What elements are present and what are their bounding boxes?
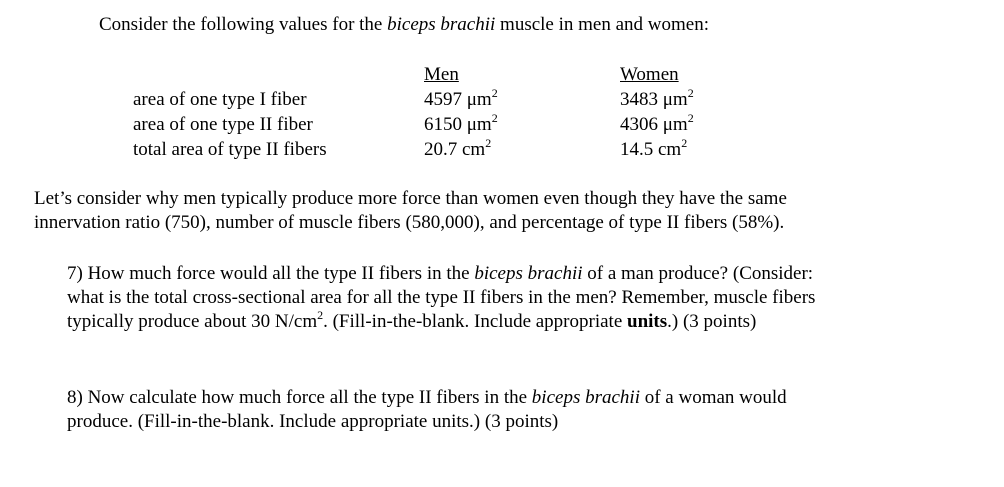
- unit-exponent: 2: [317, 307, 324, 322]
- header-women: Women: [620, 64, 679, 85]
- question-text: typically produce about 30 N/cm: [67, 311, 318, 332]
- question-emphasis: units: [627, 311, 668, 332]
- question-8: [67, 386, 947, 434]
- intro-after: muscle in men and women:: [495, 14, 710, 35]
- row-label: area of one type I fiber: [133, 89, 307, 110]
- men-value-text: 4597 μm: [424, 89, 492, 110]
- question-line: [67, 386, 947, 410]
- men-value-text: 20.7 cm: [424, 139, 486, 160]
- women-value: [620, 110, 694, 137]
- intro-sentence: [99, 13, 709, 37]
- question-line: produce. (Fill-in-the-blank. Include appropriate units.) (3 points): [67, 411, 559, 432]
- women-value: [620, 85, 694, 112]
- women-value-text: 14.5 cm: [620, 139, 682, 160]
- women-value-exponent: 2: [687, 85, 694, 100]
- paragraph-line: innervation ratio (750), number of muscle fibers (580,000), and percentage of type II fibers (58%).: [34, 212, 785, 233]
- question-muscle-name: biceps brachii: [531, 387, 640, 408]
- men-value-text: 6150 μm: [424, 114, 492, 135]
- row-label: total area of type II fibers: [133, 139, 327, 160]
- paragraph-line: Let’s consider why men typically produce more force than women even though they have the same: [34, 188, 787, 209]
- question-line: what is the total cross-sectional area for all the type II fibers in the men? Remember, muscle fibers: [67, 287, 816, 308]
- question-text: 8) Now calculate how much force all the type II fibers in the: [67, 387, 532, 408]
- intro-muscle-name: biceps brachii: [387, 14, 496, 35]
- men-value: [424, 135, 492, 162]
- men-value: [424, 85, 498, 112]
- men-value-exponent: 2: [491, 85, 498, 100]
- context-paragraph: [34, 187, 934, 235]
- women-value-exponent: 2: [687, 110, 694, 125]
- question-line: [67, 262, 947, 286]
- men-value-exponent: 2: [485, 135, 492, 150]
- question-7: [67, 262, 947, 334]
- question-text: 7) How much force would all the type II fibers in the: [67, 263, 475, 284]
- intro-before: Consider the following values for the: [99, 14, 388, 35]
- question-text: of a man produce? (Consider:: [582, 263, 814, 284]
- women-value-text: 3483 μm: [620, 89, 688, 110]
- men-value-exponent: 2: [491, 110, 498, 125]
- question-muscle-name: biceps brachii: [474, 263, 583, 284]
- row-label: area of one type II fiber: [133, 114, 313, 135]
- question-line: [67, 307, 947, 334]
- women-value-exponent: 2: [681, 135, 688, 150]
- men-value: [424, 110, 498, 137]
- question-text: of a woman would: [639, 387, 787, 408]
- question-text: .) (3 points): [667, 311, 757, 332]
- women-value-text: 4306 μm: [620, 114, 688, 135]
- question-text: . (Fill-in-the-blank. Include appropriate: [323, 311, 628, 332]
- women-value: [620, 135, 688, 162]
- header-men: Men: [424, 64, 459, 85]
